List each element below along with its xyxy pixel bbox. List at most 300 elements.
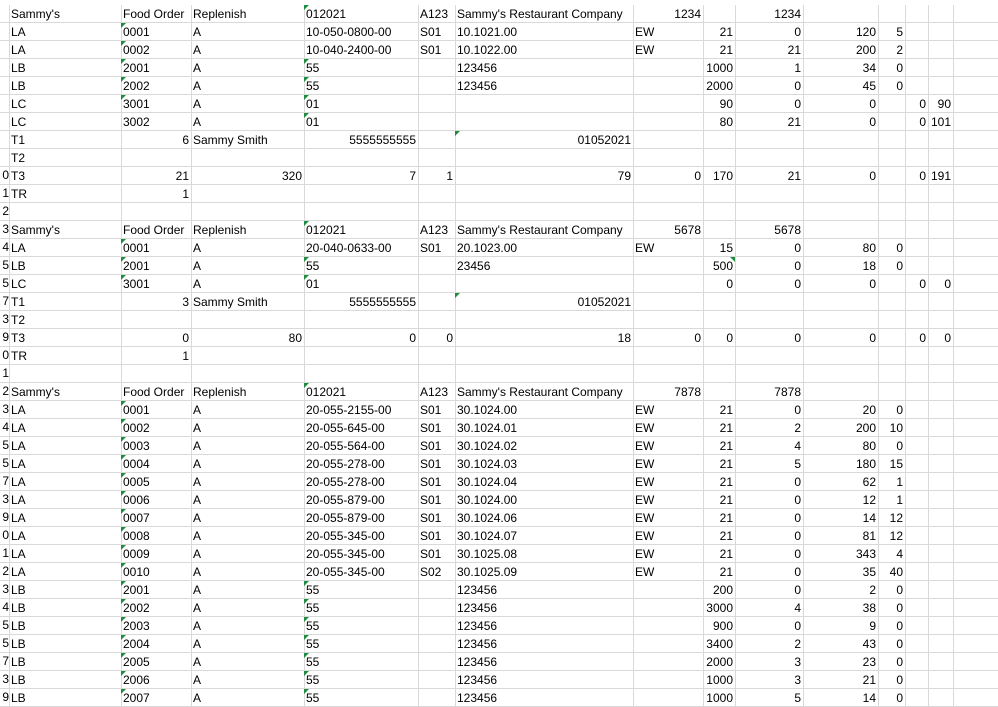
cell-c3[interactable]: 01 [304, 275, 418, 292]
row-number[interactable]: 5 [0, 635, 9, 652]
cell-c0[interactable]: LA [11, 43, 26, 57]
cell-c2[interactable]: A [193, 529, 202, 543]
cell-c10[interactable]: 9 [869, 619, 876, 633]
cell-c0[interactable]: Sammy's [11, 385, 60, 399]
cell-c1[interactable]: 2004 [121, 635, 191, 652]
cell-c10[interactable]: 34 [862, 61, 876, 75]
row-number[interactable] [0, 95, 9, 112]
cell-c8[interactable]: 0 [726, 331, 733, 345]
cell-c10[interactable]: 80 [862, 439, 876, 453]
cell-c9[interactable]: 4 [794, 439, 801, 453]
cell-c3[interactable]: 20-055-345-00 [306, 529, 385, 543]
row-number[interactable]: 0 [0, 167, 9, 184]
cell-c2[interactable]: A [193, 583, 202, 597]
row-number[interactable]: 7 [0, 293, 9, 310]
cell-c3[interactable]: 20-040-0633-00 [306, 241, 392, 255]
cell-c3[interactable]: 20-055-278-00 [306, 457, 385, 471]
cell-c10[interactable]: 12 [862, 493, 876, 507]
cell-c0[interactable]: LC [11, 277, 27, 291]
cell-c9[interactable]: 1 [794, 61, 801, 75]
cell-c5[interactable]: 123456 [457, 601, 498, 615]
cell-c6[interactable]: EW [635, 511, 655, 525]
cell-c2[interactable]: A [193, 637, 202, 651]
cell-c8[interactable]: 21 [719, 439, 733, 453]
cell-c3[interactable]: 5555555555 [349, 133, 416, 147]
cell-c9[interactable]: 4 [794, 601, 801, 615]
cell-c3[interactable]: 10-040-2400-00 [306, 43, 392, 57]
cell-c9[interactable]: 21 [787, 115, 801, 129]
cell-c2[interactable]: 320 [281, 169, 302, 183]
cell-c5[interactable]: 20.1023.00 [457, 241, 518, 255]
cell-c5[interactable]: Sammy's Restaurant Company [457, 385, 623, 399]
cell-c9[interactable]: 0 [794, 583, 801, 597]
cell-c0[interactable]: LB [11, 79, 26, 93]
cell-c5[interactable]: 30.1024.02 [457, 439, 518, 453]
cell-c3[interactable]: 20-055-345-00 [306, 565, 385, 579]
cell-c5[interactable]: 123456 [457, 655, 498, 669]
cell-c6[interactable]: EW [635, 403, 655, 417]
cell-c4[interactable]: S01 [420, 439, 442, 453]
cell-c1[interactable]: 3002 [123, 115, 150, 129]
cell-c1[interactable]: 0010 [121, 563, 191, 580]
cell-c8[interactable]: 2000 [706, 79, 733, 93]
cell-c3[interactable]: 55 [304, 617, 418, 634]
cell-c5[interactable]: 23456 [457, 259, 491, 273]
cell-c5[interactable]: 18 [617, 331, 631, 345]
cell-c5[interactable]: 30.1024.07 [457, 529, 518, 543]
cell-c5[interactable]: 123456 [457, 637, 498, 651]
cell-c0[interactable]: Sammy's [11, 223, 60, 237]
cell-c5[interactable]: Sammy's Restaurant Company [457, 223, 623, 237]
cell-c0[interactable]: LA [11, 421, 26, 435]
cell-c9[interactable]: 0 [794, 97, 801, 111]
cell-c9[interactable]: 0 [794, 511, 801, 525]
cell-c2[interactable]: A [193, 655, 202, 669]
cell-c9[interactable]: 5 [794, 691, 801, 705]
cell-c9[interactable]: 0 [794, 79, 801, 93]
cell-c8[interactable]: 15 [719, 241, 733, 255]
cell-c5[interactable]: 30.1024.06 [457, 511, 518, 525]
row-number[interactable]: 1 [0, 365, 9, 382]
cell-c0[interactable]: LB [11, 601, 26, 615]
cell-c10[interactable]: 0 [869, 277, 876, 291]
cell-c4[interactable]: 1 [446, 169, 453, 183]
cell-c1[interactable]: 2003 [121, 617, 191, 634]
cell-c11[interactable]: 0 [896, 655, 903, 669]
cell-c6[interactable]: EW [635, 475, 655, 489]
cell-c3[interactable]: 20-055-879-00 [306, 511, 385, 525]
cell-c1[interactable]: 2002 [121, 599, 191, 616]
cell-c1[interactable]: 2001 [121, 59, 191, 76]
cell-c8[interactable]: 21 [719, 403, 733, 417]
cell-c9[interactable]: 0 [794, 493, 801, 507]
cell-c3[interactable]: 20-055-345-00 [306, 547, 385, 561]
cell-c13[interactable]: 191 [930, 169, 951, 183]
cell-c5[interactable]: 79 [617, 169, 631, 183]
cell-c8[interactable]: 90 [719, 97, 733, 111]
row-number[interactable]: 3 [0, 581, 9, 598]
cell-c1[interactable]: 0002 [121, 41, 191, 58]
cell-c5[interactable]: 123456 [457, 691, 498, 705]
cell-c3[interactable]: 0 [409, 331, 416, 345]
row-number[interactable]: 0 [0, 347, 9, 364]
row-number[interactable]: 3 [0, 221, 9, 238]
cell-c0[interactable]: Sammy's [11, 7, 60, 21]
cell-c9[interactable]: 0 [794, 529, 801, 543]
cell-c2[interactable]: Replenish [193, 223, 247, 237]
cell-c0[interactable]: LB [11, 583, 26, 597]
cell-c0[interactable]: LA [11, 403, 26, 417]
cell-c11[interactable]: 0 [896, 79, 903, 93]
cell-c11[interactable]: 1 [896, 475, 903, 489]
cell-c9[interactable]: 5678 [774, 223, 801, 237]
cell-c3[interactable]: 7 [409, 169, 416, 183]
row-number[interactable]: 2 [0, 563, 9, 580]
cell-c0[interactable]: LA [11, 241, 26, 255]
cell-c2[interactable]: A [193, 79, 202, 93]
cell-c10[interactable]: 343 [855, 547, 876, 561]
cell-c8[interactable]: 3000 [706, 601, 733, 615]
cell-c11[interactable]: 0 [896, 601, 903, 615]
cell-c0[interactable]: LA [11, 565, 26, 579]
cell-c0[interactable]: LC [11, 115, 27, 129]
cell-c0[interactable]: LA [11, 547, 26, 561]
cell-c10[interactable]: 200 [855, 43, 876, 57]
cell-c5[interactable]: 123456 [457, 61, 498, 75]
cell-c8[interactable]: 21 [719, 457, 733, 471]
cell-c0[interactable]: LB [11, 61, 26, 75]
row-number[interactable] [0, 149, 9, 166]
cell-c1[interactable]: 0005 [121, 473, 191, 490]
cell-c3[interactable]: 55 [304, 257, 418, 274]
cell-c8[interactable]: 21 [719, 475, 733, 489]
cell-c10[interactable]: 81 [862, 529, 876, 543]
cell-c2[interactable]: A [193, 115, 202, 129]
cell-c5[interactable]: 01052021 [455, 293, 633, 310]
cell-c10[interactable]: 2 [869, 583, 876, 597]
row-number[interactable]: 5 [0, 437, 9, 454]
cell-c0[interactable]: T3 [11, 331, 26, 345]
cell-c0[interactable]: LA [11, 475, 26, 489]
cell-c4[interactable]: S01 [420, 25, 442, 39]
cell-c8[interactable]: 21 [719, 25, 733, 39]
cell-c1[interactable]: 2001 [121, 257, 191, 274]
cell-c0[interactable]: LA [11, 457, 26, 471]
cell-c10[interactable]: 120 [855, 25, 876, 39]
cell-c2[interactable]: A [193, 475, 202, 489]
cell-c10[interactable]: 20 [862, 403, 876, 417]
cell-c13[interactable]: 101 [930, 115, 951, 129]
cell-c3[interactable]: 5555555555 [349, 295, 416, 309]
cell-c1[interactable]: 0001 [121, 401, 191, 418]
cell-c3[interactable]: 012021 [304, 383, 418, 400]
cell-c12[interactable]: 0 [919, 115, 926, 129]
cell-c6[interactable]: EW [635, 43, 655, 57]
row-number[interactable]: 1 [0, 545, 9, 562]
cell-c5[interactable]: 10.1022.00 [457, 43, 518, 57]
row-number[interactable] [0, 131, 9, 148]
cell-c5[interactable]: 10.1021.00 [457, 25, 518, 39]
cell-c1[interactable]: 6 [182, 133, 189, 147]
cell-c10[interactable]: 200 [855, 421, 876, 435]
cell-c8[interactable]: 21 [719, 493, 733, 507]
cell-c9[interactable]: 0 [794, 259, 801, 273]
cell-c0[interactable]: T3 [11, 169, 26, 183]
cell-c11[interactable]: 0 [896, 673, 903, 687]
cell-c6[interactable]: EW [635, 25, 655, 39]
cell-c7[interactable]: 0 [694, 331, 701, 345]
cell-c7[interactable]: 1234 [674, 7, 701, 21]
cell-c6[interactable]: EW [635, 241, 655, 255]
cell-c1[interactable]: 0003 [121, 437, 191, 454]
cell-c8[interactable]: 1000 [706, 61, 733, 75]
row-number[interactable] [0, 59, 9, 76]
cell-c7[interactable]: 5678 [674, 223, 701, 237]
cell-c11[interactable]: 2 [896, 43, 903, 57]
cell-c7[interactable]: 7878 [674, 385, 701, 399]
cell-c10[interactable]: 0 [869, 97, 876, 111]
row-number[interactable]: 3 [0, 311, 9, 328]
cell-c0[interactable]: LB [11, 673, 26, 687]
row-number[interactable]: 3 [0, 401, 9, 418]
cell-c1[interactable]: Food Order [123, 7, 185, 21]
cell-c8[interactable]: 1000 [706, 673, 733, 687]
cell-c1[interactable]: 3001 [121, 95, 191, 112]
row-number[interactable]: 4 [0, 599, 9, 616]
cell-c0[interactable]: LA [11, 439, 26, 453]
cell-c1[interactable]: 0001 [121, 239, 191, 256]
cell-c3[interactable]: 55 [304, 671, 418, 688]
cell-c2[interactable]: A [193, 403, 202, 417]
cell-c8[interactable]: 21 [719, 547, 733, 561]
cell-c3[interactable]: 01 [304, 95, 418, 112]
cell-c8[interactable]: 21 [719, 511, 733, 525]
row-number[interactable]: 9 [0, 689, 9, 706]
cell-c13[interactable]: 0 [944, 331, 951, 345]
cell-c5[interactable]: 30.1024.04 [457, 475, 518, 489]
row-number[interactable]: 5 [0, 275, 9, 292]
cell-c8[interactable]: 21 [719, 529, 733, 543]
cell-c3[interactable]: 012021 [304, 5, 418, 22]
cell-c4[interactable]: S01 [420, 43, 442, 57]
cell-c10[interactable]: 80 [862, 241, 876, 255]
cell-c2[interactable]: A [193, 619, 202, 633]
cell-c3[interactable]: 55 [304, 581, 418, 598]
cell-c2[interactable]: A [193, 421, 202, 435]
cell-c1[interactable]: 0004 [121, 455, 191, 472]
cell-c3[interactable]: 55 [304, 59, 418, 76]
cell-c1[interactable]: 3 [182, 295, 189, 309]
cell-c9[interactable]: 21 [787, 43, 801, 57]
cell-c1[interactable]: 2006 [121, 671, 191, 688]
cell-c9[interactable]: 21 [787, 169, 801, 183]
cell-c6[interactable]: EW [635, 421, 655, 435]
cell-c5[interactable]: 123456 [457, 619, 498, 633]
row-number[interactable]: 4 [0, 419, 9, 436]
cell-c0[interactable]: LA [11, 493, 26, 507]
cell-c11[interactable]: 1 [896, 493, 903, 507]
cell-c0[interactable]: LC [11, 97, 27, 111]
cell-c4[interactable]: A123 [420, 385, 449, 399]
row-number[interactable]: 5 [0, 257, 9, 274]
cell-c8[interactable]: 3400 [706, 637, 733, 651]
cell-c1[interactable]: 2005 [121, 653, 191, 670]
cell-c10[interactable]: 0 [869, 115, 876, 129]
cell-c10[interactable]: 35 [862, 565, 876, 579]
cell-c3[interactable]: 01 [304, 113, 418, 130]
cell-c7[interactable]: 0 [694, 169, 701, 183]
cell-c2[interactable]: 80 [288, 331, 302, 345]
cell-c8[interactable]: 900 [712, 619, 733, 633]
cell-c11[interactable]: 0 [896, 61, 903, 75]
row-number[interactable]: 7 [0, 473, 9, 490]
cell-c8[interactable]: 21 [719, 43, 733, 57]
cell-c8[interactable]: 200 [712, 583, 733, 597]
cell-c9[interactable]: 3 [794, 655, 801, 669]
cell-c0[interactable]: LB [11, 619, 26, 633]
cell-c8[interactable]: 80 [719, 115, 733, 129]
cell-c0[interactable]: LB [11, 655, 26, 669]
cell-c4[interactable]: S02 [420, 565, 442, 579]
cell-c6[interactable]: EW [635, 529, 655, 543]
cell-c0[interactable]: T2 [11, 313, 26, 327]
cell-c5[interactable]: Sammy's Restaurant Company [457, 7, 623, 21]
cell-c11[interactable]: 0 [896, 403, 903, 417]
cell-c10[interactable]: 180 [855, 457, 876, 471]
cell-c1[interactable]: 0006 [121, 491, 191, 508]
row-number[interactable]: 5 [0, 455, 9, 472]
cell-c10[interactable]: 43 [862, 637, 876, 651]
cell-c3[interactable]: 55 [304, 653, 418, 670]
cell-c5[interactable]: 01052021 [455, 131, 633, 148]
row-number[interactable]: 2 [0, 203, 9, 220]
cell-c9[interactable]: 0 [794, 619, 801, 633]
cell-c2[interactable]: Replenish [193, 7, 247, 21]
cell-c4[interactable]: S01 [420, 475, 442, 489]
cell-c4[interactable]: 0 [446, 331, 453, 345]
cell-c11[interactable]: 12 [889, 529, 903, 543]
cell-c10[interactable]: 23 [862, 655, 876, 669]
cell-c1[interactable]: 1 [182, 349, 189, 363]
cell-c4[interactable]: S01 [420, 403, 442, 417]
cell-c10[interactable]: 0 [869, 169, 876, 183]
cell-c4[interactable]: S01 [420, 421, 442, 435]
cell-c2[interactable]: A [193, 241, 202, 255]
row-number[interactable] [0, 5, 9, 22]
cell-c11[interactable]: 0 [896, 583, 903, 597]
cell-c1[interactable]: 0002 [121, 419, 191, 436]
cell-c2[interactable]: A [193, 439, 202, 453]
cell-c8[interactable]: 1000 [706, 691, 733, 705]
cell-c6[interactable]: EW [635, 493, 655, 507]
row-number[interactable]: 5 [0, 617, 9, 634]
cell-c6[interactable]: EW [635, 439, 655, 453]
row-number[interactable] [0, 77, 9, 94]
cell-c0[interactable]: T1 [11, 133, 26, 147]
cell-c1[interactable]: 3001 [121, 275, 191, 292]
cell-c9[interactable]: 3 [794, 673, 801, 687]
cell-c1[interactable]: 0001 [121, 23, 191, 40]
cell-c0[interactable]: T1 [11, 295, 26, 309]
cell-c1[interactable]: 1 [182, 187, 189, 201]
cell-c10[interactable]: 14 [862, 691, 876, 705]
cell-c11[interactable]: 12 [889, 511, 903, 525]
cell-c2[interactable]: Sammy Smith [193, 295, 268, 309]
cell-c11[interactable]: 15 [889, 457, 903, 471]
cell-c5[interactable]: 30.1024.01 [457, 421, 518, 435]
cell-c3[interactable]: 20-055-278-00 [306, 475, 385, 489]
cell-c12[interactable]: 0 [919, 277, 926, 291]
cell-c11[interactable]: 0 [896, 691, 903, 705]
cell-c4[interactable]: A123 [420, 7, 449, 21]
cell-c3[interactable]: 55 [304, 599, 418, 616]
cell-c11[interactable]: 0 [896, 637, 903, 651]
cell-c11[interactable]: 5 [896, 25, 903, 39]
cell-c1[interactable]: 2001 [121, 581, 191, 598]
cell-c2[interactable]: Replenish [193, 385, 247, 399]
cell-c9[interactable]: 0 [794, 277, 801, 291]
cell-c0[interactable]: LB [11, 691, 26, 705]
row-number[interactable]: 4 [0, 239, 9, 256]
cell-c0[interactable]: TR [11, 187, 27, 201]
cell-c1[interactable]: 2002 [121, 77, 191, 94]
row-number[interactable]: 9 [0, 509, 9, 526]
cell-c3[interactable]: 55 [304, 689, 418, 706]
cell-c2[interactable]: A [193, 565, 202, 579]
cell-c5[interactable]: 30.1024.00 [457, 493, 518, 507]
cell-c8[interactable]: 500 [703, 257, 735, 274]
cell-c13[interactable]: 90 [937, 97, 951, 111]
cell-c11[interactable]: 40 [889, 565, 903, 579]
cell-c3[interactable]: 20-055-879-00 [306, 493, 385, 507]
row-number[interactable]: 3 [0, 671, 9, 688]
cell-c12[interactable]: 0 [919, 97, 926, 111]
cell-c4[interactable]: S01 [420, 547, 442, 561]
cell-c9[interactable]: 2 [794, 421, 801, 435]
cell-c9[interactable]: 2 [794, 637, 801, 651]
cell-c11[interactable]: 0 [896, 439, 903, 453]
cell-c2[interactable]: A [193, 97, 202, 111]
row-number[interactable] [0, 23, 9, 40]
cell-c3[interactable]: 012021 [304, 221, 418, 238]
cell-c2[interactable]: A [193, 61, 202, 75]
cell-c13[interactable]: 0 [944, 277, 951, 291]
cell-c8[interactable]: 2000 [706, 655, 733, 669]
cell-c9[interactable]: 0 [794, 241, 801, 255]
cell-c9[interactable]: 0 [794, 403, 801, 417]
cell-c2[interactable]: A [193, 673, 202, 687]
cell-c9[interactable]: 0 [794, 547, 801, 561]
cell-c5[interactable]: 30.1024.03 [457, 457, 518, 471]
row-number[interactable]: 9 [0, 329, 9, 346]
row-number[interactable] [0, 113, 9, 130]
cell-c3[interactable]: 20-055-2155-00 [306, 403, 392, 417]
cell-c11[interactable]: 10 [889, 421, 903, 435]
cell-c5[interactable]: 30.1025.08 [457, 547, 518, 561]
cell-c2[interactable]: A [193, 457, 202, 471]
cell-c2[interactable]: Sammy Smith [193, 133, 268, 147]
cell-c8[interactable]: 21 [719, 421, 733, 435]
cell-c0[interactable]: LA [11, 529, 26, 543]
cell-c4[interactable]: S01 [420, 493, 442, 507]
row-number[interactable]: 0 [0, 527, 9, 544]
cell-c2[interactable]: A [193, 43, 202, 57]
cell-c3[interactable]: 20-055-645-00 [306, 421, 385, 435]
cell-c0[interactable]: LB [11, 637, 26, 651]
cell-c3[interactable]: 10-050-0800-00 [306, 25, 392, 39]
cell-c1[interactable]: 21 [175, 169, 189, 183]
cell-c0[interactable]: LA [11, 511, 26, 525]
